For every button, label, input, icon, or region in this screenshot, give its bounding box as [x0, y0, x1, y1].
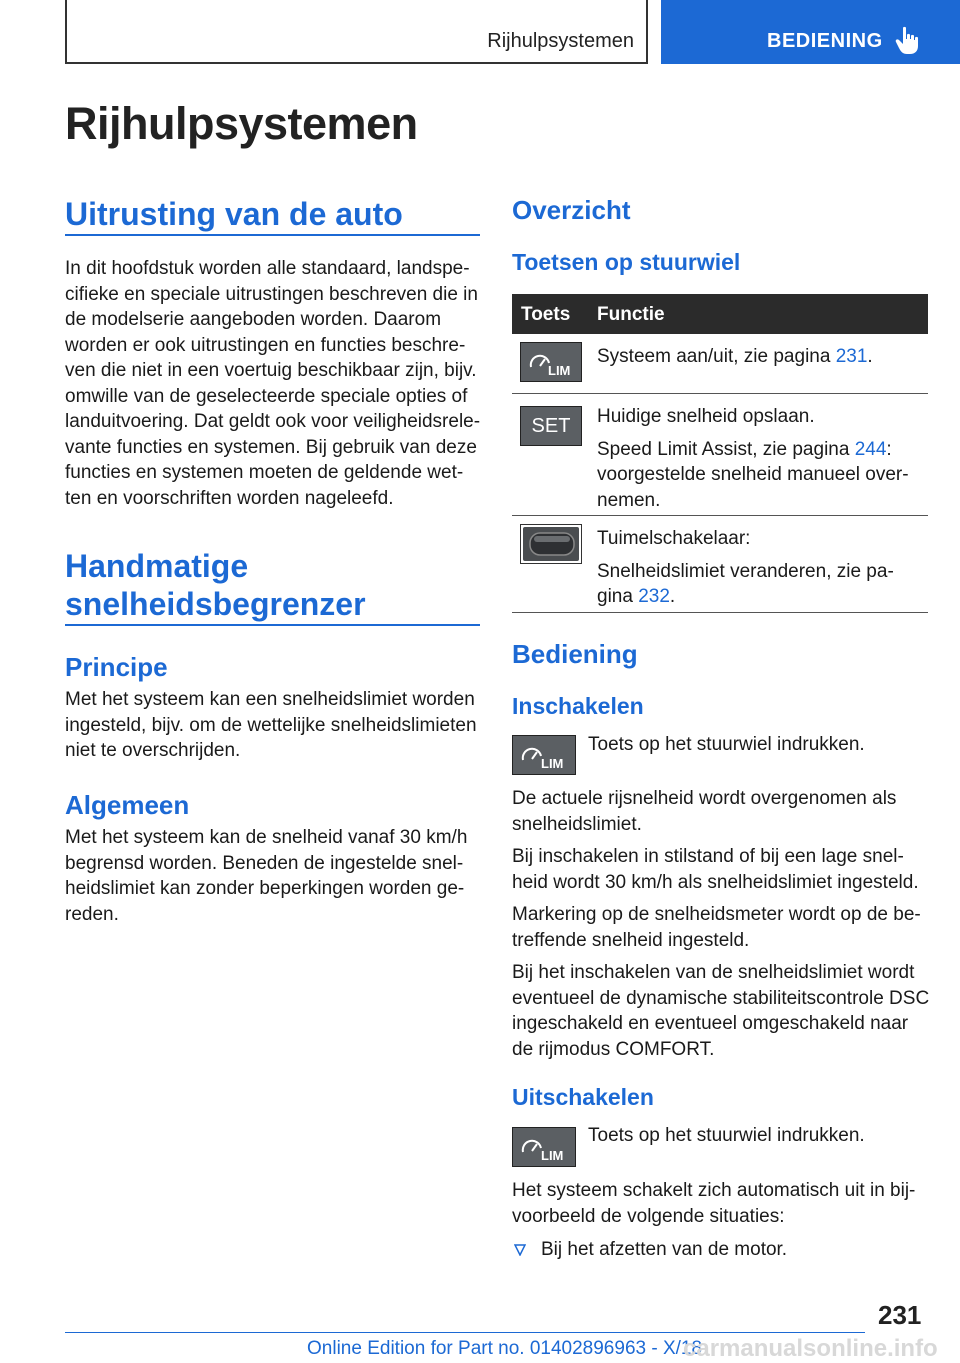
col-key-header: Toets: [521, 304, 571, 325]
buttons-table: [512, 294, 928, 613]
rocker-switch-icon: [520, 524, 582, 564]
footer-edition: Online Edition for Part no. 01402896963 - X/18: [307, 1338, 703, 1359]
section-rule: [65, 234, 480, 236]
table-row: [512, 516, 928, 613]
page-number: 231: [878, 1300, 922, 1330]
row-text: Huidige snelheid opslaan.: [597, 406, 815, 427]
table-row: [512, 334, 928, 394]
page-link[interactable]: 232: [638, 586, 670, 607]
off-key-text: Toets op het stuurwiel indrukken.: [588, 1125, 865, 1146]
on-paragraph: Bij het inschakelen van de snelheidslimiet wordt eventueel de dynamische stabiliteitscontrole DSC ingeschakeld en eventueel omgeschakeld naar de rijmodus COMFORT.: [512, 962, 930, 1060]
on-paragraph: Markering op de snelheidsmeter wordt op de be-treffende snelheid ingesteld.: [512, 904, 921, 951]
page-link[interactable]: 231: [835, 346, 868, 367]
table-header: [512, 294, 928, 334]
lim-label: LIM: [548, 363, 571, 378]
row-function: [597, 344, 927, 370]
overview-heading: Overzicht: [512, 195, 631, 225]
on-paragraphs: [512, 786, 930, 1062]
table-row: [512, 394, 928, 516]
principle-heading: Principe: [65, 652, 168, 682]
set-key-label: SET: [531, 415, 571, 437]
buttons-heading: Toetsen op stuurwiel: [512, 249, 741, 275]
row-function: [597, 404, 927, 513]
footer-rule: [65, 1332, 865, 1333]
section-rule: [65, 624, 480, 626]
row-function: [597, 526, 927, 610]
lim-key-icon: [520, 342, 582, 382]
off-heading: Uitschakelen: [512, 1084, 654, 1110]
principle-text: Met het systeem kan een snelheidslimiet worden ingesteld, bijv. om de wettelijke snelheidslimieten niet te overschrijden.: [65, 689, 477, 761]
row-text-2: [597, 437, 927, 514]
limiter-heading-line1: Handmatige: [65, 548, 249, 584]
header-section-tab: [65, 0, 648, 64]
on-heading: Inschakelen: [512, 693, 644, 719]
row-text: Snelheidslimiet veranderen, zie pa-gina: [597, 560, 894, 607]
hand-pointer-icon: [895, 26, 921, 56]
on-key-text: Toets op het stuurwiel indrukken.: [588, 734, 865, 755]
operation-heading: Bediening: [512, 639, 638, 669]
equipment-text: In dit hoofdstuk worden alle standaard, landspe-cifieke en speciale uitrustingen beschreven die in de modelserie aangeboden worden. Daarom worden er ook uitrustingen en functies beschre-ven die niet in een voertuig beschikbaar zijn, bijv. omwille van de geselecteerde speciale opties of landuitvoering. Dat geldt ook voor veiligheidsrele-vante functies en systemen. Bij gebruik van deze functies en systemen moeten de geldende wet-ten en voorschriften worden nageleefd.: [65, 258, 481, 509]
limiter-heading-line2: snelheidsbegrenzer: [65, 586, 366, 622]
row-text: Tuimelschakelaar:: [597, 528, 751, 549]
triangle-bullet-icon: [514, 1244, 526, 1256]
header-chapter-tab: [661, 0, 960, 64]
row-text-2: [597, 559, 927, 610]
on-paragraph: Bij inschakelen in stilstand of bij een lage snel-heid wordt 30 km/h als snelheidslimiet ingesteld.: [512, 846, 919, 893]
header-section-label: Rijhulpsystemen: [487, 30, 634, 52]
lim-key-icon: [512, 735, 576, 775]
on-paragraph: De actuele rijsnelheid wordt overgenomen als snelheidslimiet.: [512, 788, 897, 835]
set-key-icon: [520, 406, 582, 446]
page-link[interactable]: 244: [854, 438, 887, 460]
bullet-text: Bij het afzetten van de motor.: [541, 1239, 788, 1260]
watermark: carmanualsonline.info: [683, 1335, 938, 1362]
equipment-heading: Uitrusting van de auto: [65, 196, 403, 232]
limiter-heading: [65, 547, 366, 623]
lim-label: LIM: [541, 1148, 564, 1163]
general-heading: Algemeen: [65, 790, 190, 820]
lim-key-icon: [512, 1127, 576, 1167]
row-text: Systeem aan/uit, zie pagina: [597, 346, 836, 367]
row-text: Speed Limit Assist, zie pagina: [597, 438, 855, 460]
row-text-end: : voorgestelde snelheid manueel over-nemen.: [597, 438, 909, 511]
lim-label: LIM: [541, 756, 564, 771]
header-chapter-label: BEDIENING: [767, 30, 883, 52]
row-text-end: .: [867, 346, 873, 367]
page-title: Rijhulpsystemen: [65, 98, 418, 149]
off-paragraph: Het systeem schakelt zich automatisch uit in bij-voorbeeld de volgende situaties:: [512, 1180, 916, 1227]
row-text-end: .: [669, 586, 676, 607]
general-text: Met het systeem kan de snelheid vanaf 30 km/h begrensd worden. Beneden de ingestelde snel-heidslimiet kan zonder beperkingen worden ge-reden.: [65, 827, 468, 925]
col-function-header: Functie: [597, 304, 665, 325]
